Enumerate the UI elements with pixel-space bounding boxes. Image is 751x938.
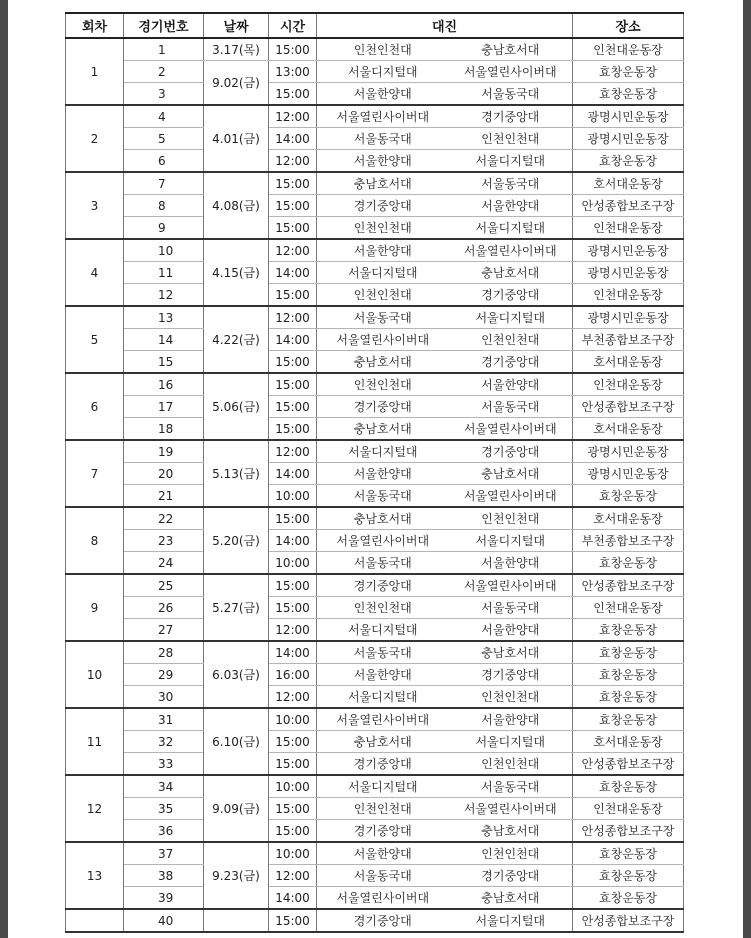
game-number-cell: 25 — [124, 574, 204, 597]
round-cell: 11 — [66, 708, 124, 775]
table-row — [66, 552, 684, 575]
game-number-cell: 8 — [124, 195, 204, 217]
home-team-cell: 경기중앙대 — [317, 574, 449, 597]
time-cell: 12:00 — [269, 619, 317, 642]
game-number-cell: 1 — [124, 38, 204, 61]
table-row — [66, 217, 684, 240]
table-row — [66, 507, 684, 530]
document-page — [8, 0, 743, 938]
time-cell: 15:00 — [269, 798, 317, 820]
home-team-cell: 서울디지털대 — [317, 775, 449, 798]
home-team-cell: 충남호서대 — [317, 172, 449, 195]
table-row — [66, 373, 684, 396]
game-number-cell: 28 — [124, 641, 204, 664]
away-team-cell: 인천인천대 — [449, 128, 573, 150]
away-team-cell: 인천인천대 — [449, 507, 573, 530]
game-number-cell: 29 — [124, 664, 204, 686]
game-number-cell: 3 — [124, 83, 204, 106]
home-team-cell: 경기중앙대 — [317, 753, 449, 776]
away-team-cell: 서울한양대 — [449, 373, 573, 396]
away-team-cell: 경기중앙대 — [449, 865, 573, 887]
table-row — [66, 619, 684, 642]
date-cell: 5.06(금) — [204, 373, 269, 440]
away-team-cell: 충남호서대 — [449, 262, 573, 284]
round-cell: 2 — [66, 105, 124, 172]
date-cell: 3.17(목) — [204, 38, 269, 61]
home-team-cell: 인천인천대 — [317, 798, 449, 820]
time-cell: 15:00 — [269, 284, 317, 307]
home-team-cell: 서울한양대 — [317, 463, 449, 485]
game-number-cell: 22 — [124, 507, 204, 530]
round-cell: 4 — [66, 239, 124, 306]
home-team-cell: 서울열린사이버대 — [317, 105, 449, 128]
table-row — [66, 664, 684, 686]
table-row — [66, 753, 684, 776]
venue-cell: 안성종합보조구장 — [573, 753, 684, 776]
time-cell: 15:00 — [269, 909, 317, 932]
venue-cell: 광명시민운동장 — [573, 128, 684, 150]
time-cell: 12:00 — [269, 239, 317, 262]
game-number-cell: 39 — [124, 887, 204, 910]
table-row — [66, 172, 684, 195]
round-cell — [66, 909, 124, 932]
home-team-cell: 서울동국대 — [317, 306, 449, 329]
away-team-cell: 충남호서대 — [449, 38, 573, 61]
game-number-cell: 4 — [124, 105, 204, 128]
away-team-cell: 서울동국대 — [449, 396, 573, 418]
game-number-cell: 26 — [124, 597, 204, 619]
home-team-cell: 서울열린사이버대 — [317, 530, 449, 552]
table-row — [66, 440, 684, 463]
time-cell: 10:00 — [269, 775, 317, 798]
time-cell: 14:00 — [269, 463, 317, 485]
home-team-cell: 충남호서대 — [317, 351, 449, 374]
table-row — [66, 485, 684, 508]
table-row — [66, 105, 684, 128]
venue-cell: 효창운동장 — [573, 775, 684, 798]
away-team-cell: 서울열린사이버대 — [449, 485, 573, 508]
game-number-cell: 34 — [124, 775, 204, 798]
away-team-cell: 충남호서대 — [449, 641, 573, 664]
time-cell: 14:00 — [269, 641, 317, 664]
table-row — [66, 775, 684, 798]
date-cell: 9.09(금) — [204, 775, 269, 842]
venue-cell: 광명시민운동장 — [573, 105, 684, 128]
venue-cell: 효창운동장 — [573, 83, 684, 106]
date-cell: 4.01(금) — [204, 105, 269, 172]
round-cell: 1 — [66, 38, 124, 105]
home-team-cell: 서울열린사이버대 — [317, 887, 449, 910]
time-cell: 15:00 — [269, 597, 317, 619]
time-cell: 10:00 — [269, 552, 317, 575]
away-team-cell: 경기중앙대 — [449, 284, 573, 307]
table-row — [66, 128, 684, 150]
game-number-cell: 10 — [124, 239, 204, 262]
time-cell: 12:00 — [269, 440, 317, 463]
time-cell: 15:00 — [269, 373, 317, 396]
away-team-cell: 서울디지털대 — [449, 530, 573, 552]
home-team-cell: 서울디지털대 — [317, 262, 449, 284]
time-cell: 16:00 — [269, 664, 317, 686]
time-cell: 14:00 — [269, 128, 317, 150]
table-row — [66, 865, 684, 887]
time-cell: 15:00 — [269, 83, 317, 106]
game-number-cell: 15 — [124, 351, 204, 374]
venue-cell: 효창운동장 — [573, 664, 684, 686]
table-row — [66, 686, 684, 709]
round-cell: 5 — [66, 306, 124, 373]
game-number-cell: 19 — [124, 440, 204, 463]
game-number-cell: 27 — [124, 619, 204, 642]
time-cell: 10:00 — [269, 485, 317, 508]
venue-cell: 효창운동장 — [573, 150, 684, 173]
home-team-cell: 서울한양대 — [317, 150, 449, 173]
time-cell: 15:00 — [269, 418, 317, 441]
table-row — [66, 284, 684, 307]
header-row — [66, 13, 684, 38]
table-row — [66, 641, 684, 664]
away-team-cell: 서울한양대 — [449, 552, 573, 575]
table-row — [66, 731, 684, 753]
game-number-cell: 2 — [124, 61, 204, 83]
venue-cell: 호서대운동장 — [573, 731, 684, 753]
venue-cell: 효창운동장 — [573, 686, 684, 709]
game-number-cell: 14 — [124, 329, 204, 351]
header-game-no: 경기번호 — [124, 13, 204, 38]
away-team-cell: 충남호서대 — [449, 820, 573, 843]
date-cell: 5.20(금) — [204, 507, 269, 574]
game-number-cell: 12 — [124, 284, 204, 307]
away-team-cell: 서울동국대 — [449, 83, 573, 106]
time-cell: 15:00 — [269, 396, 317, 418]
venue-cell: 호서대운동장 — [573, 418, 684, 441]
home-team-cell: 서울한양대 — [317, 83, 449, 106]
game-number-cell: 13 — [124, 306, 204, 329]
home-team-cell: 인천인천대 — [317, 38, 449, 61]
table-row — [66, 38, 684, 61]
away-team-cell: 서울한양대 — [449, 195, 573, 217]
time-cell: 15:00 — [269, 38, 317, 61]
away-team-cell: 인천인천대 — [449, 842, 573, 865]
round-cell: 6 — [66, 373, 124, 440]
away-team-cell: 경기중앙대 — [449, 440, 573, 463]
table-row — [66, 306, 684, 329]
venue-cell: 인천대운동장 — [573, 38, 684, 61]
game-number-cell: 5 — [124, 128, 204, 150]
away-team-cell: 서울디지털대 — [449, 306, 573, 329]
time-cell: 15:00 — [269, 195, 317, 217]
home-team-cell: 인천인천대 — [317, 597, 449, 619]
time-cell: 12:00 — [269, 306, 317, 329]
game-number-cell: 36 — [124, 820, 204, 843]
time-cell: 14:00 — [269, 530, 317, 552]
game-number-cell: 21 — [124, 485, 204, 508]
home-team-cell: 서울디지털대 — [317, 440, 449, 463]
schedule-body — [66, 38, 684, 932]
table-row — [66, 820, 684, 843]
venue-cell: 효창운동장 — [573, 485, 684, 508]
time-cell: 12:00 — [269, 150, 317, 173]
venue-cell: 효창운동장 — [573, 619, 684, 642]
away-team-cell: 경기중앙대 — [449, 105, 573, 128]
round-cell: 13 — [66, 842, 124, 909]
game-number-cell: 17 — [124, 396, 204, 418]
venue-cell: 효창운동장 — [573, 552, 684, 575]
game-number-cell: 18 — [124, 418, 204, 441]
venue-cell: 광명시민운동장 — [573, 262, 684, 284]
away-team-cell: 인천인천대 — [449, 686, 573, 709]
time-cell: 15:00 — [269, 820, 317, 843]
game-number-cell: 30 — [124, 686, 204, 709]
away-team-cell: 서울디지털대 — [449, 909, 573, 932]
date-cell: 9.02(금) — [204, 61, 269, 106]
header-venue: 장소 — [573, 13, 684, 38]
away-team-cell: 서울한양대 — [449, 619, 573, 642]
away-team-cell: 서울동국대 — [449, 775, 573, 798]
away-team-cell: 인천인천대 — [449, 753, 573, 776]
game-number-cell: 24 — [124, 552, 204, 575]
venue-cell: 효창운동장 — [573, 842, 684, 865]
game-number-cell: 33 — [124, 753, 204, 776]
header-date: 날짜 — [204, 13, 269, 38]
home-team-cell: 인천인천대 — [317, 284, 449, 307]
table-row — [66, 239, 684, 262]
date-cell: 6.10(금) — [204, 708, 269, 775]
game-number-cell: 32 — [124, 731, 204, 753]
venue-cell: 안성종합보조구장 — [573, 195, 684, 217]
table-row — [66, 597, 684, 619]
away-team-cell: 서울동국대 — [449, 597, 573, 619]
game-number-cell: 37 — [124, 842, 204, 865]
home-team-cell: 서울동국대 — [317, 128, 449, 150]
time-cell: 13:00 — [269, 61, 317, 83]
time-cell: 15:00 — [269, 351, 317, 374]
time-cell: 15:00 — [269, 574, 317, 597]
home-team-cell: 서울동국대 — [317, 641, 449, 664]
home-team-cell: 서울디지털대 — [317, 619, 449, 642]
venue-cell: 광명시민운동장 — [573, 463, 684, 485]
table-row — [66, 262, 684, 284]
table-row — [66, 396, 684, 418]
venue-cell: 효창운동장 — [573, 708, 684, 731]
away-team-cell: 서울한양대 — [449, 708, 573, 731]
venue-cell: 안성종합보조구장 — [573, 820, 684, 843]
date-cell: 4.08(금) — [204, 172, 269, 239]
venue-cell: 안성종합보조구장 — [573, 574, 684, 597]
venue-cell: 호서대운동장 — [573, 351, 684, 374]
venue-cell: 호서대운동장 — [573, 507, 684, 530]
away-team-cell: 서울열린사이버대 — [449, 239, 573, 262]
round-cell: 10 — [66, 641, 124, 708]
time-cell: 14:00 — [269, 329, 317, 351]
table-row — [66, 83, 684, 106]
game-number-cell: 11 — [124, 262, 204, 284]
table-row — [66, 150, 684, 173]
home-team-cell: 서울동국대 — [317, 552, 449, 575]
game-number-cell: 35 — [124, 798, 204, 820]
table-row — [66, 798, 684, 820]
venue-cell: 인천대운동장 — [573, 597, 684, 619]
table-row — [66, 329, 684, 351]
home-team-cell: 서울한양대 — [317, 664, 449, 686]
home-team-cell: 서울열린사이버대 — [317, 329, 449, 351]
date-cell: 6.03(금) — [204, 641, 269, 708]
venue-cell: 효창운동장 — [573, 61, 684, 83]
home-team-cell: 충남호서대 — [317, 418, 449, 441]
time-cell: 15:00 — [269, 217, 317, 240]
home-team-cell: 인천인천대 — [317, 217, 449, 240]
round-cell: 7 — [66, 440, 124, 507]
table-row — [66, 708, 684, 731]
venue-cell: 인천대운동장 — [573, 373, 684, 396]
game-number-cell: 6 — [124, 150, 204, 173]
time-cell: 10:00 — [269, 842, 317, 865]
venue-cell: 효창운동장 — [573, 865, 684, 887]
header-round: 회차 — [66, 13, 124, 38]
away-team-cell: 서울디지털대 — [449, 731, 573, 753]
venue-cell: 광명시민운동장 — [573, 440, 684, 463]
game-number-cell: 7 — [124, 172, 204, 195]
venue-cell: 광명시민운동장 — [573, 306, 684, 329]
time-cell: 12:00 — [269, 865, 317, 887]
home-team-cell: 충남호서대 — [317, 731, 449, 753]
round-cell: 9 — [66, 574, 124, 641]
table-row — [66, 909, 684, 932]
home-team-cell: 서울동국대 — [317, 485, 449, 508]
time-cell: 15:00 — [269, 507, 317, 530]
venue-cell: 안성종합보조구장 — [573, 396, 684, 418]
venue-cell: 효창운동장 — [573, 641, 684, 664]
venue-cell: 인천대운동장 — [573, 217, 684, 240]
home-team-cell: 서울디지털대 — [317, 686, 449, 709]
home-team-cell: 서울한양대 — [317, 239, 449, 262]
table-row — [66, 351, 684, 374]
venue-cell: 인천대운동장 — [573, 284, 684, 307]
table-row — [66, 195, 684, 217]
table-row — [66, 418, 684, 441]
table-row — [66, 574, 684, 597]
away-team-cell: 서울동국대 — [449, 172, 573, 195]
home-team-cell: 서울디지털대 — [317, 61, 449, 83]
home-team-cell: 경기중앙대 — [317, 820, 449, 843]
game-number-cell: 38 — [124, 865, 204, 887]
venue-cell: 광명시민운동장 — [573, 239, 684, 262]
time-cell: 12:00 — [269, 105, 317, 128]
table-row — [66, 463, 684, 485]
away-team-cell: 충남호서대 — [449, 463, 573, 485]
venue-cell: 부천종합보조구장 — [573, 530, 684, 552]
date-cell — [204, 909, 269, 932]
round-cell: 8 — [66, 507, 124, 574]
time-cell: 14:00 — [269, 262, 317, 284]
time-cell: 14:00 — [269, 887, 317, 910]
game-number-cell: 31 — [124, 708, 204, 731]
game-number-cell: 23 — [124, 530, 204, 552]
table-row — [66, 61, 684, 83]
date-cell: 4.15(금) — [204, 239, 269, 306]
round-cell: 12 — [66, 775, 124, 842]
home-team-cell: 인천인천대 — [317, 373, 449, 396]
date-cell: 5.27(금) — [204, 574, 269, 641]
date-cell: 4.22(금) — [204, 306, 269, 373]
time-cell: 10:00 — [269, 708, 317, 731]
table-row — [66, 887, 684, 910]
time-cell: 12:00 — [269, 686, 317, 709]
venue-cell: 호서대운동장 — [573, 172, 684, 195]
game-number-cell: 20 — [124, 463, 204, 485]
away-team-cell: 충남호서대 — [449, 887, 573, 910]
venue-cell: 인천대운동장 — [573, 798, 684, 820]
time-cell: 15:00 — [269, 172, 317, 195]
date-cell: 5.13(금) — [204, 440, 269, 507]
away-team-cell: 서울열린사이버대 — [449, 61, 573, 83]
away-team-cell: 경기중앙대 — [449, 664, 573, 686]
table-row — [66, 530, 684, 552]
game-number-cell: 9 — [124, 217, 204, 240]
header-matchup: 대진 — [317, 13, 573, 38]
venue-cell: 안성종합보조구장 — [573, 909, 684, 932]
home-team-cell: 경기중앙대 — [317, 909, 449, 932]
header-time: 시간 — [269, 13, 317, 38]
away-team-cell: 서울열린사이버대 — [449, 574, 573, 597]
home-team-cell: 경기중앙대 — [317, 396, 449, 418]
table-row — [66, 842, 684, 865]
away-team-cell: 서울디지털대 — [449, 217, 573, 240]
venue-cell: 효창운동장 — [573, 887, 684, 910]
away-team-cell: 서울디지털대 — [449, 150, 573, 173]
time-cell: 15:00 — [269, 753, 317, 776]
home-team-cell: 서울한양대 — [317, 842, 449, 865]
away-team-cell: 서울열린사이버대 — [449, 798, 573, 820]
away-team-cell: 경기중앙대 — [449, 351, 573, 374]
time-cell: 15:00 — [269, 731, 317, 753]
game-number-cell: 40 — [124, 909, 204, 932]
date-cell: 9.23(금) — [204, 842, 269, 909]
round-cell: 3 — [66, 172, 124, 239]
home-team-cell: 충남호서대 — [317, 507, 449, 530]
home-team-cell: 서울열린사이버대 — [317, 708, 449, 731]
game-number-cell: 16 — [124, 373, 204, 396]
home-team-cell: 경기중앙대 — [317, 195, 449, 217]
home-team-cell: 서울동국대 — [317, 865, 449, 887]
venue-cell: 부천종합보조구장 — [573, 329, 684, 351]
away-team-cell: 서울열린사이버대 — [449, 418, 573, 441]
schedule-table — [65, 12, 684, 933]
away-team-cell: 인천인천대 — [449, 329, 573, 351]
